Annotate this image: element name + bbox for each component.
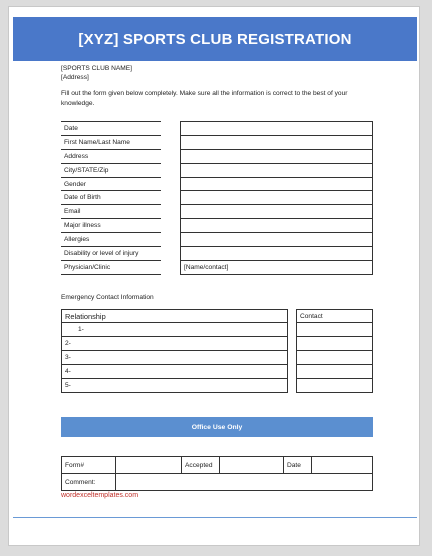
field-row (61, 135, 161, 149)
field-row (61, 260, 161, 274)
field-label: First Name/Last Name (61, 135, 161, 149)
document-page (8, 6, 420, 546)
relationship-row[interactable] (62, 351, 288, 365)
contact-cell[interactable] (297, 323, 373, 337)
date-cell[interactable] (312, 457, 373, 474)
relationship-table (61, 309, 288, 393)
form-number-label: Form# (62, 457, 116, 474)
field-value-cell[interactable] (181, 149, 373, 163)
field-row (61, 191, 161, 205)
row-number: 3- (65, 354, 71, 361)
contact-cell[interactable] (297, 379, 373, 393)
field-values-table (180, 121, 373, 275)
field-label: Allergies (61, 233, 161, 247)
field-value-cell[interactable] (181, 233, 373, 247)
row-number: 4- (65, 368, 71, 375)
field-row (61, 177, 161, 191)
field-value-cell[interactable] (181, 122, 373, 136)
field-label: City/STATE/Zip (61, 163, 161, 177)
club-name: [SPORTS CLUB NAME] (61, 65, 132, 72)
website-link[interactable]: wordexceltemplates.com (61, 492, 139, 499)
relationship-row[interactable] (62, 379, 288, 393)
field-row (61, 163, 161, 177)
footer-divider (13, 517, 417, 518)
field-label: Physician/Clinic (61, 260, 161, 274)
field-row (61, 219, 161, 233)
field-label: Date (61, 122, 161, 136)
field-label: Address (61, 149, 161, 163)
relationship-row[interactable] (62, 323, 288, 337)
field-value-cell[interactable] (181, 191, 373, 205)
field-row (61, 149, 161, 163)
club-address: [Address] (61, 74, 89, 81)
office-use-title: Office Use Only (191, 423, 243, 431)
date-label: Date (284, 457, 312, 474)
contact-header: Contact (297, 310, 373, 323)
row-number: 5- (65, 382, 71, 389)
form-number-cell[interactable] (116, 457, 182, 474)
field-value-cell[interactable] (181, 247, 373, 261)
relationship-header: Relationship (62, 310, 288, 323)
row-number: 1- (78, 326, 84, 333)
field-value-cell[interactable] (181, 219, 373, 233)
form-title: [XYZ] SPORTS CLUB REGISTRATION (78, 30, 352, 48)
field-label: Disability or level of injury (61, 247, 161, 261)
field-label: Major illness (61, 219, 161, 233)
relationship-row[interactable] (62, 337, 288, 351)
field-label: Date of Birth (61, 191, 161, 205)
field-value-cell[interactable] (181, 177, 373, 191)
office-use-table (61, 456, 373, 491)
field-value-cell[interactable] (181, 163, 373, 177)
field-value-cell[interactable] (181, 205, 373, 219)
field-row (61, 233, 161, 247)
comment-label: Comment: (62, 474, 116, 491)
row-number: 2- (65, 340, 71, 347)
contact-cell[interactable] (297, 337, 373, 351)
field-value-cell[interactable]: [Name/contact] (181, 260, 373, 274)
comment-cell[interactable] (116, 474, 373, 491)
accepted-cell[interactable] (220, 457, 284, 474)
field-labels-table (61, 121, 161, 275)
contact-table (296, 309, 373, 393)
field-label: Gender (61, 177, 161, 191)
emergency-contact-title: Emergency Contact Information (61, 294, 154, 301)
field-row (61, 205, 161, 219)
contact-cell[interactable] (297, 365, 373, 379)
field-row (61, 122, 161, 136)
form-title-banner (13, 17, 417, 61)
field-value-cell[interactable] (181, 135, 373, 149)
relationship-row[interactable] (62, 365, 288, 379)
field-label: Email (61, 205, 161, 219)
intro-text: Fill out the form given below completely. Make sure all the information is correct to the best of your knowledge. (61, 90, 348, 107)
contact-cell[interactable] (297, 351, 373, 365)
accepted-label: Accepted (182, 457, 220, 474)
field-row (61, 247, 161, 261)
office-use-banner (61, 417, 373, 437)
